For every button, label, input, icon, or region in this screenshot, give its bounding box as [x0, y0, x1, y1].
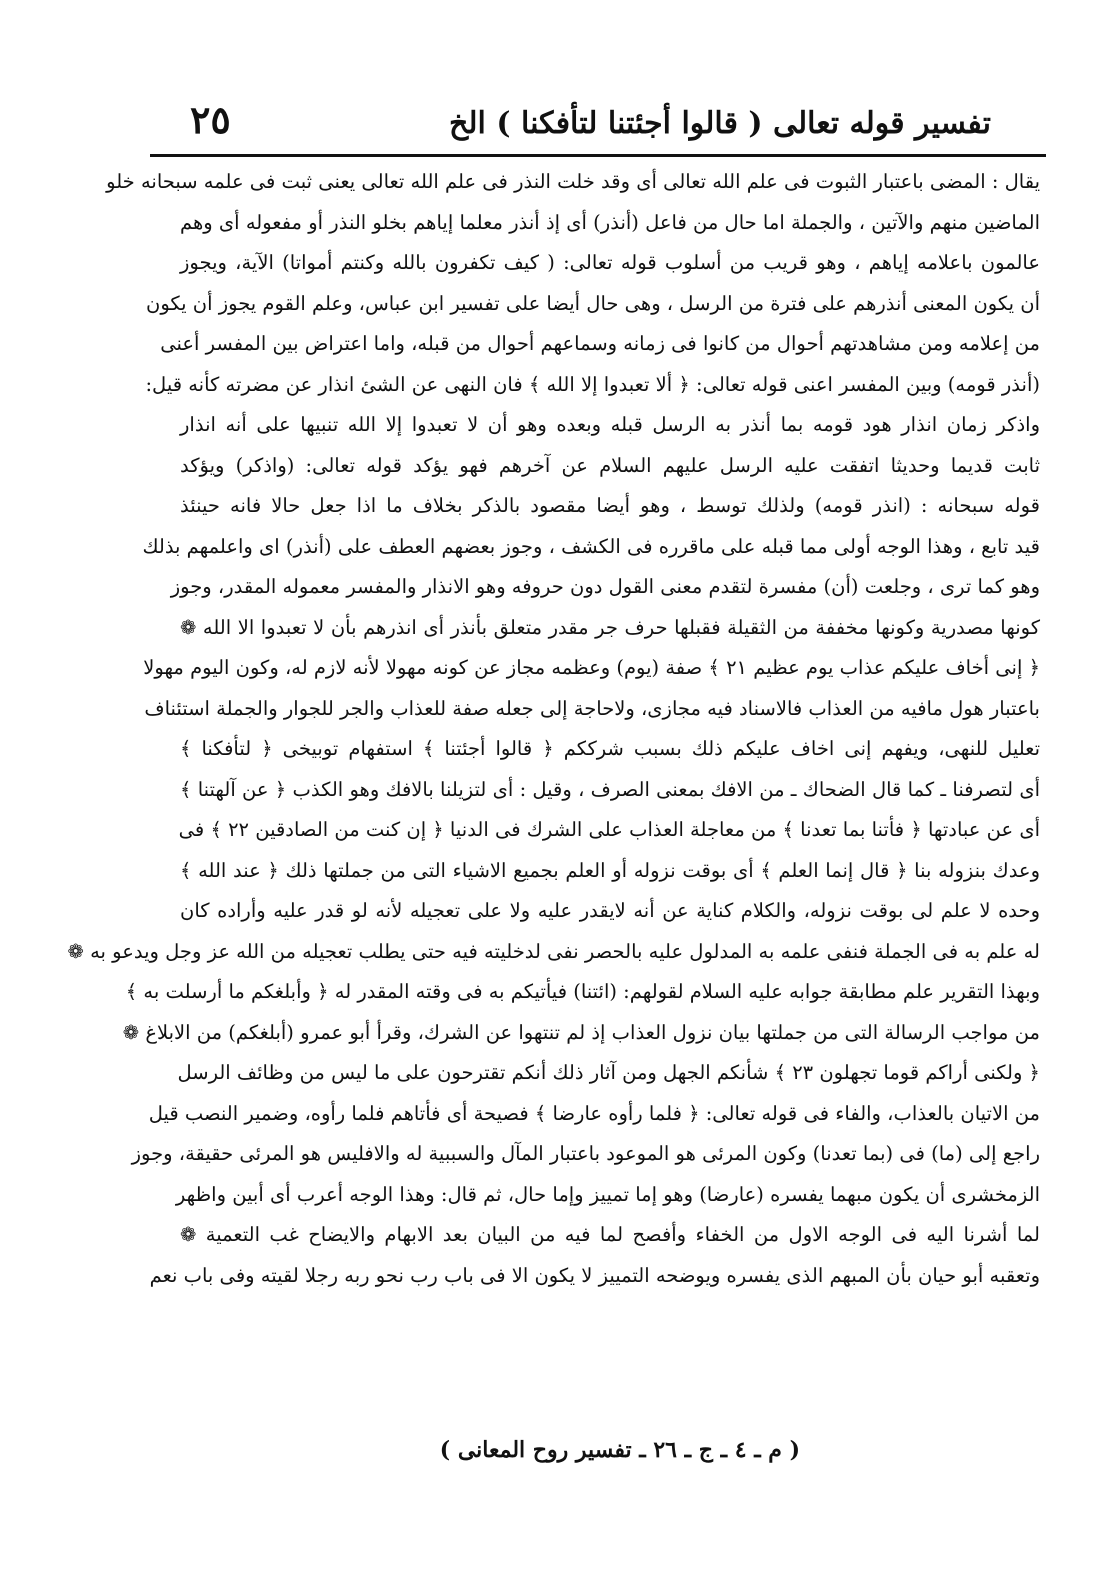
- text-line: من إعلامه ومن مشاهدتهم أحوال من كانوا فى زمانه وسماعهم أحوال من قبله، واما اعتراض بين المفسر أعنى: [160, 332, 1040, 355]
- text-line: قوله سبحانه : (انذر قومه) ولذلك توسط ، وهو أيضا مقصود بالذكر بخلاف ما اذا جعل حالا فانه حينئذ: [180, 494, 1040, 517]
- body-text: [67, 162, 1040, 1296]
- signature-footer: ( م ـ ٤ ـ ج ـ ٢٦ ـ تفسير روح المعانى ): [439, 1437, 800, 1463]
- text-line: لما أشرنا اليه فى الوجه الاول من الخفاء وأفصح لما فيه من البيان بعد الابهام والايضاح غب التعمية ❁: [180, 1223, 1040, 1246]
- text-line: وحده لا علم لى بوقت نزوله، والكلام كناية عن أنه لايقدر عليه ولا على تعجيله لأنه لو قدر عليه وأراده كان: [180, 899, 1040, 922]
- text-line: باعتبار هول مافيه من العذاب فالاسناد فيه مجازى، ولاحاجة إلى جعله صفة للعذاب والجر للجوار والجملة استئناف: [144, 696, 1040, 720]
- text-line: واذكر زمان انذار هود قومه بما أنذر به الرسل قبله وبعده وهو أن لا تعبدوا إلا الله تنبيها على أنه انذار: [180, 413, 1040, 436]
- text-line: له علم به فى الجملة فنفى علمه به المدلول عليه بالحصر نفى لدخليته فيه حتى يطلب تعجيله من الله عز وجل ويدعو به ❁: [67, 939, 1040, 963]
- text-line: ﴿ ولكنى أراكم قوما تجهلون ٢٣ ﴾ شأنكم الجهل ومن آثار ذلك أنكم تقترحون على ما ليس من وظائف الرسل: [177, 1061, 1040, 1084]
- page-number: ٢٥: [190, 97, 231, 142]
- text-line: وهو كما ترى ، وجلعت (أن) مفسرة لتقدم معنى القول دون حروفه وهو الانذار والمفسر معموله المقدر، وجوز: [170, 575, 1040, 598]
- text-line: تعليل للنهى، ويفهم إنى اخاف عليكم ذلك بسبب شرككم ﴿ قالوا أجئتنا ﴾ استفهام توبيخى ﴿ لتأفكنا ﴾: [180, 737, 1040, 760]
- page-header: [140, 96, 1040, 156]
- header-rule: [150, 154, 1046, 157]
- text-line: قيد تابع ، وهذا الوجه أولى مما قبله على ماقرره فى الكشف ، وجوز بعضهم العطف على (أنذر) اى واعلمهم بذلك: [142, 534, 1040, 558]
- running-title: تفسير قوله تعالى ( قالوا أجئتنا لتأفكنا ) الخ: [449, 106, 991, 141]
- text-line: أى عن عبادتها ﴿ فأتنا بما تعدنا ﴾ من معاجلة العذاب على الشرك فى الدنيا ﴿ إن كنت من الصادقين ٢٢ ﴾ فى: [178, 818, 1040, 841]
- text-line: أى لتصرفنا ـ كما قال الضحاك ـ من الافك بمعنى الصرف ، وقيل : أى لتزيلنا بالافك وهو الكذب ﴿ عن آلهتنا ﴾: [180, 777, 1040, 801]
- text-line: من الاتيان بالعذاب، والفاء فى قوله تعالى: ﴿ فلما رأوه عارضا ﴾ فصيحة أى فأتاهم فلما رأوه، وضمير النصب قيل: [148, 1101, 1040, 1125]
- text-line: راجع إلى (ما) فى (بما تعدنا) وكون المرئى هو الموعود باعتبار المآل والسببية له والافليس هو المرئى حقيقة، وجوز: [131, 1142, 1040, 1165]
- text-line: الماضين منهم والآتين ، والجملة اما حال من فاعل (أنذر) أى إذ أنذر معلما إياهم بخلو النذر أو مفعوله أى وهم: [180, 210, 1040, 234]
- text-line: كونها مصدرية وكونها مخففة من الثقيلة فقبلها حرف جر مقدر متعلق بأنذر أى انذرهم بأن لا تعبدوا الا الله ❁: [180, 615, 1040, 639]
- text-line: ثابت قديما وحديثا اتفقت عليه الرسل عليهم السلام عن آخرهم فهو يؤكد قوله تعالى: (واذكر) ويؤكد: [180, 453, 1040, 477]
- text-line: وتعقبه أبو حيان بأن المبهم الذى يفسره ويوضحه التمييز لا يكون الا فى باب رب نحو ربه رجلا لقيته وفى باب نعم: [149, 1263, 1040, 1287]
- text-line: وبهذا التقرير علم مطابقة جوابه عليه السلام لقولهم: (ائتنا) فيأتيكم به فى وقته المقدر له ﴿ وأبلغكم ما أرسلت به ﴾: [125, 980, 1040, 1003]
- text-line: يقال : المضى باعتبار الثبوت فى علم الله تعالى أى وقد خلت النذر فى علم الله تعالى يعنى ثبت فى علمه سبحانه خلو: [106, 170, 1040, 193]
- text-line: (أنذر قومه) وبين المفسر اعنى قوله تعالى: ﴿ ألا تعبدوا إلا الله ﴾ فان النهى عن الشئ انذار عن مضرته كأنه قيل:: [145, 372, 1040, 396]
- text-line: عالمون باعلامه إياهم ، وهو قريب من أسلوب قوله تعالى: ( كيف تكفرون بالله وكنتم أمواتا) الآية، ويجوز: [180, 251, 1040, 274]
- text-line: من مواجب الرسالة التى من جملتها بيان نزول العذاب إذ لم تنتهوا عن الشرك، وقرأ أبو عمرو (أبلغكم) من الابلاغ ❁: [122, 1020, 1040, 1044]
- text-line: الزمخشرى أن يكون مبهما يفسره (عارضا) وهو إما تمييز وإما حال، ثم قال: وهذا الوجه أعرب أى أبين واظهر: [175, 1182, 1040, 1206]
- text-line: أن يكون المعنى أنذرهم على فترة من الرسل ، وهى حال أيضا على تفسير ابن عباس، وعلم القوم يجوز أن يكون: [146, 291, 1040, 315]
- text-line: وعدك بنزوله بنا ﴿ قال إنما العلم ﴾ أى بوقت نزوله أو العلم بجميع الاشياء التى من جملتها ذلك ﴿ عند الله ﴾: [180, 858, 1040, 882]
- text-line: ﴿ إنى أخاف عليكم عذاب يوم عظيم ٢١ ﴾ صفة (يوم) وعظمه مجاز عن كونه مهولا لأنه لازم له، وكون اليوم مهولا: [143, 656, 1040, 679]
